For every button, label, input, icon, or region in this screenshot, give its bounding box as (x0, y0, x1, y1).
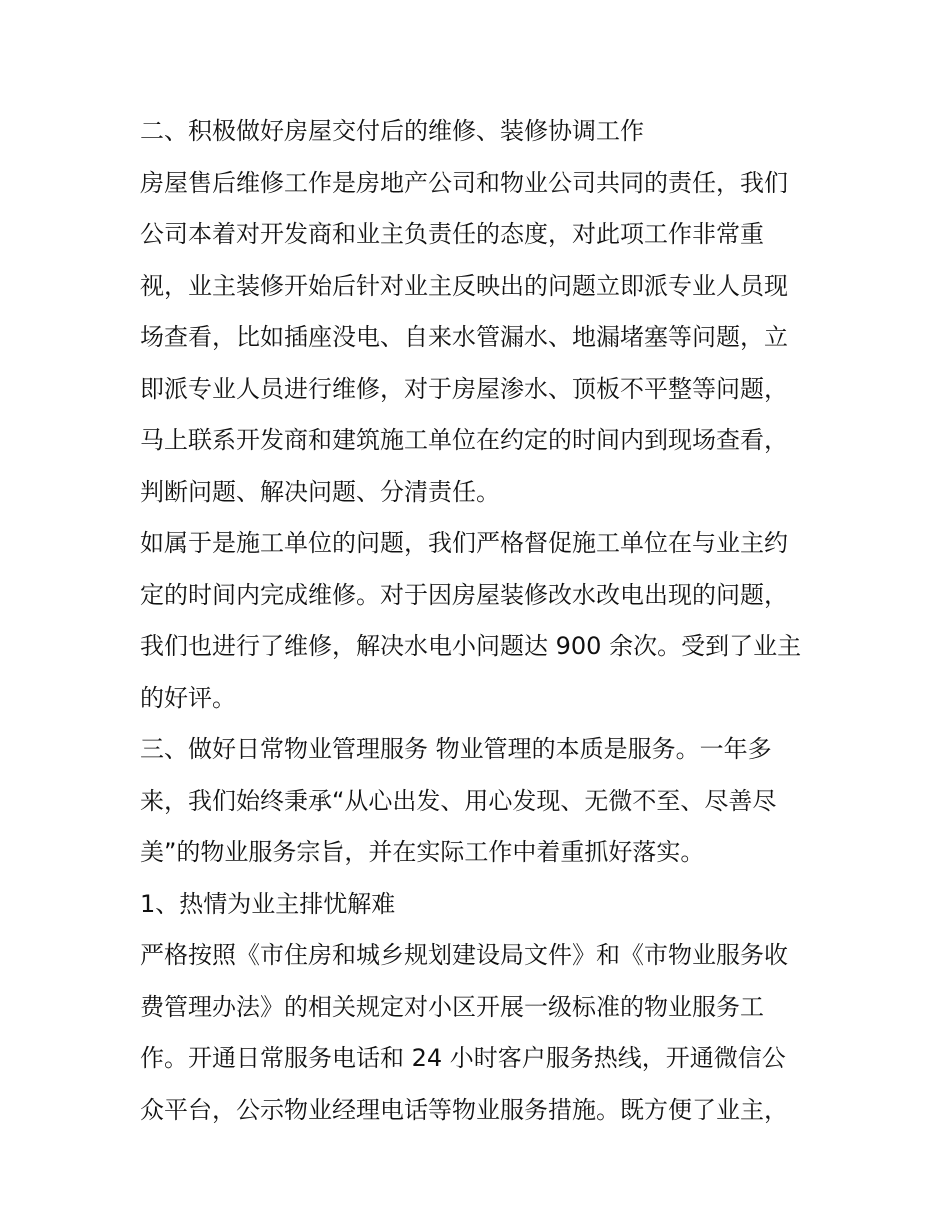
document-body (140, 106, 820, 1136)
text-line: 场查看，比如插座没电、自来水管漏水、地漏堵塞等问题，立 (140, 323, 788, 351)
text-line: 费管理办法》的相关规定对小区开展一级标准的物业服务工 (140, 992, 764, 1021)
text-line: 判断问题、解决问题、分清责任。 (140, 477, 500, 506)
paragraph-heading-3 (140, 724, 820, 879)
text-line: 三、做好日常物业管理服务 物业管理的本质是服务。一年多 (140, 735, 772, 763)
paragraph-para-construction (140, 518, 820, 724)
text-line: 定的时间内完成维修。对于因房屋装修改水改电出现的问题， (140, 580, 788, 609)
text-line: 来，我们始终秉承“从心出发、用心发现、无微不至、尽善尽 (140, 786, 777, 815)
text-line: 房屋售后维修工作是房地产公司和物业公司共同的责任，我们 (140, 168, 788, 197)
text-line: 如属于是施工单位的问题，我们严格督促施工单位在与业主约 (140, 529, 788, 557)
text-line: 美”的物业服务宗旨，并在实际工作中着重抓好落实。 (140, 838, 705, 866)
text-line: 1、热情为业主排忧解难 (140, 889, 396, 918)
paragraph-heading-2 (140, 106, 820, 158)
text-line: 公司本着对开发商和业主负责任的态度，对此项工作非常重 (140, 220, 764, 248)
text-line: 的好评。 (140, 683, 236, 712)
text-line: 作。开通日常服务电话和 24 小时客户服务热线，开通微信公 (140, 1044, 786, 1072)
paragraph-subheading-1 (140, 879, 820, 931)
text-line: 二、积极做好房屋交付后的维修、装修协调工作 (140, 117, 644, 145)
text-line: 视，业主装修开始后针对业主反映出的问题立即派专业人员现 (140, 271, 788, 300)
text-line: 我们也进行了维修，解决水电小问题达 900 余次。受到了业主 (140, 632, 802, 660)
text-line: 即派专业人员进行维修，对于房屋渗水、顶板不平整等问题， (140, 374, 788, 403)
text-line: 众平台，公示物业经理电话等物业服务措施。既方便了业主， (140, 1095, 788, 1124)
paragraph-para-standards (140, 930, 820, 1136)
text-line: 严格按照《市住房和城乡规划建设局文件》和《市物业服务收 (140, 941, 788, 969)
paragraph-para-repair (140, 158, 820, 519)
text-line: 马上联系开发商和建筑施工单位在约定的时间内到现场查看， (140, 426, 788, 454)
